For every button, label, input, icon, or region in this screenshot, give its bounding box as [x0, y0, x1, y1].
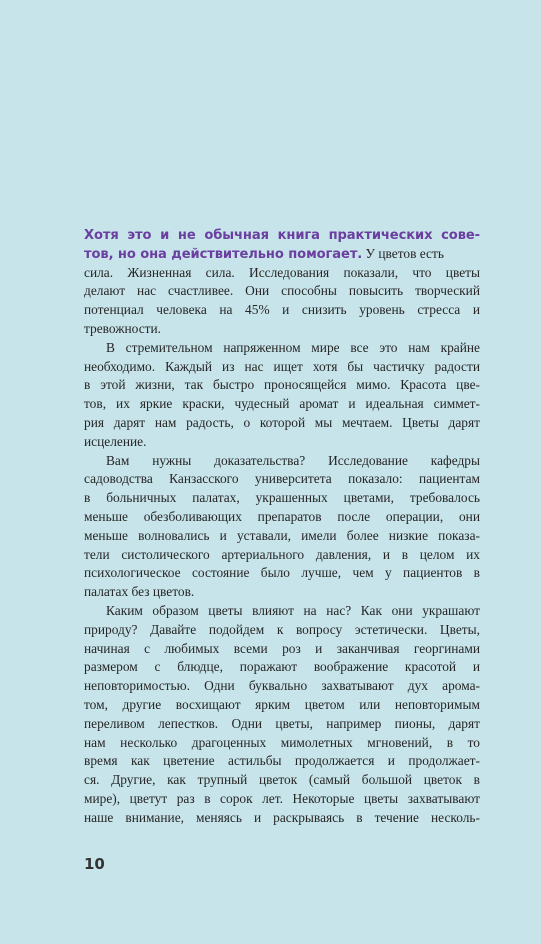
lead-heading-part2: тов, но она действительно помогает.: [84, 246, 363, 262]
paragraph-line: тели систолического артериального давления, и в целом их: [84, 546, 480, 562]
paragraph-line: начиная с любимых всеми роз и заканчивая георгинами: [84, 640, 480, 656]
paragraph-line: рия дарят нам радость, о которой мы мечтаем. Цветы дарят: [84, 414, 480, 430]
paragraph-line: делают нас счастливее. Они способны повысить творческий: [84, 283, 480, 299]
paragraph-line: Вам нужны доказательства? Исследование кафедры: [106, 452, 480, 468]
paragraph-line: сила. Жизненная сила. Исследования показали, что цветы: [84, 264, 480, 280]
paragraph-line: в этой жизни, так быстро проносящейся мимо. Красота цве-: [84, 377, 480, 393]
paragraph-line: тревожности.: [84, 320, 162, 336]
paragraph-line: садоводства Канзасского университета показало: пациентам: [84, 471, 480, 487]
lead-line: [84, 245, 480, 264]
paragraph-line: нам несколько драгоценных мимолетных мгновений, в то: [84, 734, 480, 750]
body-text: [84, 226, 480, 828]
paragraph-line: психологическое состояние было лучше, чем у пациентов в: [84, 565, 480, 581]
paragraph-line: переливом лепестков. Одни цветы, например пионы, дарят: [84, 715, 480, 731]
paragraph-line: исцеление.: [84, 433, 147, 449]
paragraph-line: в больничных палатах, украшенных цветами, требовалось: [84, 490, 480, 506]
lead-line: [84, 226, 480, 245]
paragraph-line: меньше обезболивающих препаратов после операции, они: [84, 508, 480, 524]
paragraph-line: наше внимание, меняясь и раскрываясь в течение несколь-: [84, 809, 480, 825]
paragraph-line: природу? Давайте подойдем к вопросу эстетически. Цветы,: [84, 621, 480, 637]
paragraph-line: тов, их яркие краски, чудесный аромат и идеальная симмет-: [84, 396, 480, 412]
page-number: 10: [84, 855, 105, 873]
paragraph-line: меньше волновались и уставали, имели более низкие показа-: [84, 527, 480, 543]
paragraph-line: размером с блюдце, поражают воображение красотой и: [84, 659, 480, 675]
paragraph-line: палатах без цветов.: [84, 584, 195, 600]
paragraph-line: неповторимостью. Одни буквально захватывают дух арома-: [84, 678, 480, 694]
paragraph-line: том, другие восхищают ярким цветом или неповторимым: [84, 696, 480, 712]
paragraph-line: ся. Другие, как трупный цветок (самый большой цветок в: [84, 772, 480, 788]
paragraph-line: У цветов есть: [362, 245, 444, 261]
paragraph-line: потенциал человека на 45% и снизить уровень стресса и: [84, 302, 480, 318]
paragraph-line: необходимо. Каждый из нас ищет хотя бы частичку радости: [84, 358, 480, 374]
paragraph-line: Каким образом цветы влияют на нас? Как они украшают: [106, 602, 480, 618]
paragraph-line: время как цветение астильбы продолжается и продолжает-: [84, 753, 480, 769]
paragraph-line: мире), цветут раз в сорок лет. Некоторые цветы захватывают: [84, 790, 480, 806]
paragraph-line: В стремительном напряженном мире все это нам крайне: [106, 339, 480, 355]
lead-heading-part1: Хотя это и не обычная книга практических сове-: [84, 228, 480, 243]
